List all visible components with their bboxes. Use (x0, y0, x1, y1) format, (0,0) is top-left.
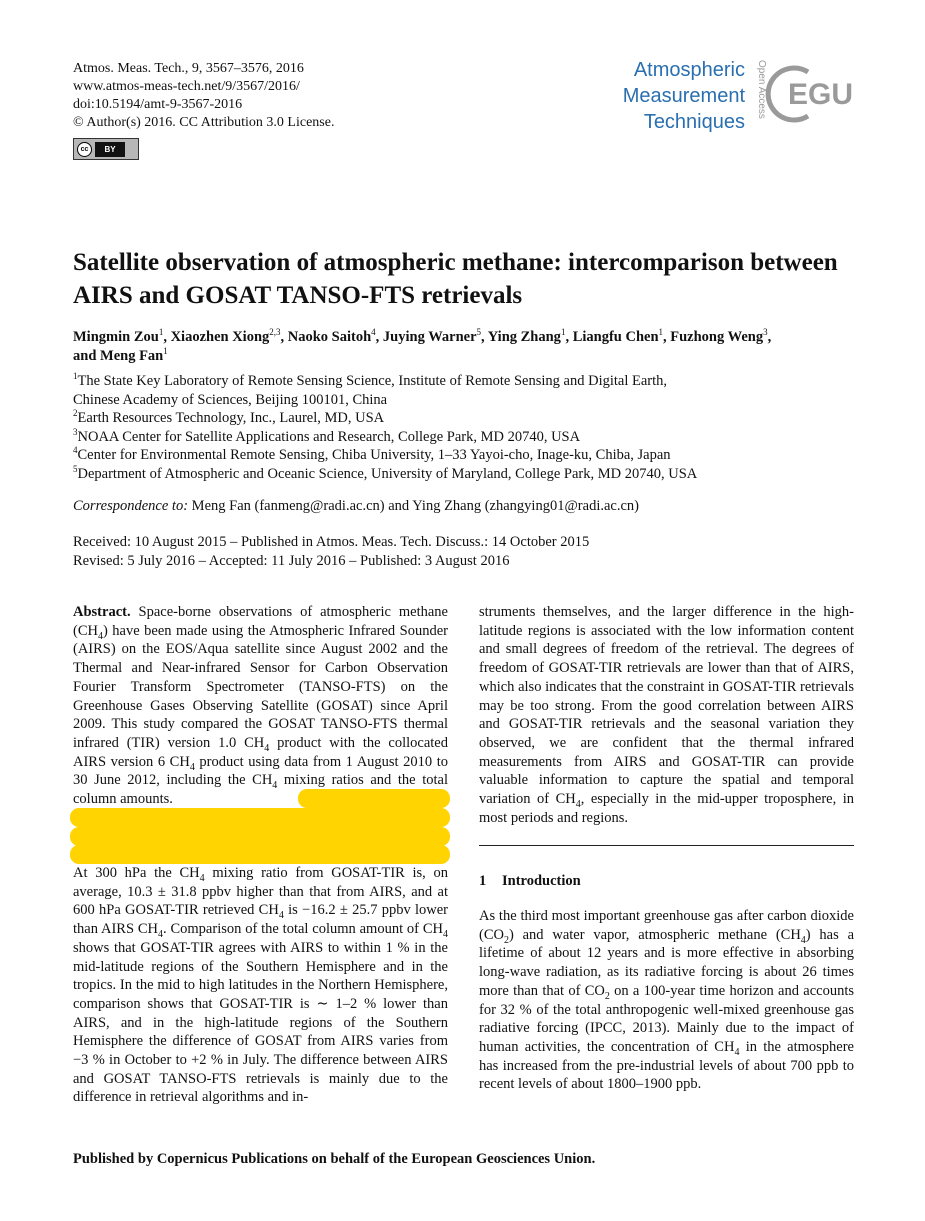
abstract-paragraph-1 (73, 603, 448, 809)
journal-name-line2: Measurement (622, 85, 745, 107)
section-title: Introduction (502, 873, 581, 889)
subscript: 2 (503, 934, 509, 946)
author-separator: , (163, 329, 171, 345)
author-name: Mingmin Zou (73, 329, 159, 345)
abstract-label: Abstract. (73, 604, 131, 620)
author-name: and Meng Fan (73, 348, 164, 364)
affiliation-number: 1 (73, 371, 78, 382)
abstract-text: struments themselves, and the larger difference in the high-latitude regions is associated with the low information content and small degrees of freedom of the retrieval. The degrees of freedom of GOSAT-TIR retrievals are lower than that of AIRS, which also indicates that the constraint in GOSAT-TIR retrievals may be too strong. From the good correlation between AIRS and GOSAT-TIR retrievals and the seasonal variation they observed, we are confident that the thermal infrared measurements from AIRS and GOSAT-TIR can provide valuable information to capture the spatial and temporal variation of CH (479, 604, 854, 808)
subscript: 4 (575, 798, 581, 810)
cc-badge-label: cc (80, 145, 89, 153)
author-separator: , (280, 329, 288, 345)
intro-text: ) has a lifetime of about 12 years and is more effective in absorbing long-wave radiation, as its radiative forcing is about 26 times more than that of CO (479, 926, 854, 999)
journal-url[interactable]: www.atmos-meas-tech.net/9/3567/2016/ (73, 79, 300, 94)
subscript: 4 (734, 1046, 740, 1058)
introduction-paragraph (479, 907, 854, 1094)
author-name: Liangfu Chen (572, 329, 659, 345)
author (171, 329, 288, 345)
affiliation (73, 446, 863, 465)
affiliation (73, 409, 863, 428)
author (383, 329, 488, 345)
author-list (73, 328, 863, 366)
affiliation-text: Chinese Academy of Sciences, Beijing 100101, China (73, 391, 388, 408)
open-access-text: Open Access (756, 60, 767, 119)
intro-text: on a 100-year time horizon and accounts for 32 % of the total anthropogenic well-mixed greenhouse gas radiative forcing (IPCC, 2013). Mainly due to the impact of human activities, the concentration of CH (479, 982, 854, 1055)
author (73, 348, 168, 364)
author-name: Naoko Saitoh (287, 329, 372, 345)
citation: Atmos. Meas. Tech., 9, 3567–3576, 2016 (73, 61, 304, 76)
publisher-footer: Published by Copernicus Publications on behalf of the European Geosciences Union. (73, 1151, 596, 1167)
affiliation (73, 372, 863, 391)
dates-revised: Revised: 5 July 2016 – Accepted: 11 July 2016 – Published: 3 August 2016 (73, 553, 510, 569)
affiliation-number: 5 (73, 464, 78, 475)
affiliation-number: 4 (73, 445, 78, 456)
publication-dates (73, 533, 589, 571)
affiliation-list (73, 372, 863, 484)
correspondence-label: Correspondence to: (73, 498, 189, 514)
section-number: 1 (479, 873, 487, 889)
author (488, 329, 573, 345)
subscript: 4 (264, 742, 270, 754)
author-name: Fuzhong Weng (670, 329, 764, 345)
section-divider (479, 845, 854, 846)
author-affiliation-number: 1 (560, 327, 566, 338)
author-name: Juying Warner (382, 329, 477, 345)
subscript: 4 (443, 929, 448, 940)
affiliation-text: Earth Resources Technology, Inc., Laurel, MD, USA (77, 410, 385, 427)
subscript: 4 (800, 934, 806, 946)
affiliation (73, 391, 863, 410)
paper-title: Satellite observation of atmospheric methane: intercomparison between AIRS and GOSAT TANSO-FTS retrievals (73, 249, 838, 309)
abstract-text: At 300 hPa the CH (73, 865, 200, 881)
author-separator: , (565, 329, 573, 345)
subscript: 4 (158, 929, 164, 940)
subscript: 4 (272, 780, 278, 792)
cc-license-badge[interactable] (73, 138, 139, 160)
author (288, 329, 383, 345)
intro-text: As the third most important greenhouse gas after carbon dioxide (CO (479, 908, 854, 943)
author-separator: , (663, 329, 671, 345)
journal-logo-text (623, 57, 745, 135)
author-affiliation-number: 5 (476, 327, 482, 338)
abstract-text: , especially in the mid-upper troposphere, in most periods and regions. (479, 791, 854, 826)
highlight-redaction (70, 845, 450, 864)
author-separator: , (767, 329, 772, 345)
abstract-text: shows that GOSAT-TIR agrees with AIRS to within 1 % in the mid-latitude regions of the Southern Hemisphere and in the tropics. In the mid to high latitudes in the Northern Hemisphere, comparison shows that GOSAT-TIR is ∼ 1–2 % lower than AIRS, and in the high-latitude regions of the Southern Hemisphere the difference of GOSAT from AIRS varies from −3 % in October to +2 % in July. The difference between AIRS and GOSAT TANSO-FTS retrievals is mainly due to the difference in retrieval algorithms and in- (73, 939, 448, 1106)
abstract-text: product using data from 1 August 2010 to 30 June 2012, including the CH (73, 753, 448, 789)
doi[interactable]: doi:10.5194/amt-9-3567-2016 (73, 97, 243, 112)
author-affiliation-number: 3 (763, 327, 768, 338)
affiliation-number: 3 (73, 426, 78, 437)
cc-by-icon (95, 142, 125, 157)
author (73, 329, 171, 345)
author-separator: , (481, 329, 488, 345)
abstract-paragraph-3 (479, 603, 854, 827)
abstract-text: ) have been made using the Atmospheric Infrared Sounder (AIRS) on the EOS/Aqua satellite since August 2002 and the Thermal and Near-infrared Sensor for Carbon Observation Fourier Transform Spectrometer (TANSO-FTS) on the Greenhouse Gases Observing Satellite (GOSAT) since April 2009. This study compared the GOSAT TANSO-FTS thermal infrared (TIR) version 1.0 CH (73, 622, 448, 751)
affiliation (73, 465, 863, 484)
abstract-text: . Comparison of the total column amount of CH (163, 921, 443, 938)
article-header-info (73, 60, 334, 132)
author-name: Xiaozhen Xiong (170, 329, 270, 345)
affiliation-number: 2 (73, 408, 78, 419)
dates-received: Received: 10 August 2015 – Published in Atmos. Meas. Tech. Discuss.: 14 October 2015 (73, 534, 590, 550)
subscript: 4 (199, 872, 205, 884)
affiliation (73, 428, 863, 447)
abstract-text: Space-borne observations of atmospheric methane (CH (73, 604, 448, 639)
subscript: 4 (97, 630, 103, 642)
subscript: 2 (604, 990, 610, 1002)
journal-name-line3: Techniques (643, 111, 745, 133)
author-affiliation-number: 1 (163, 346, 168, 357)
abstract-text: mixing ratio from GOSAT-TIR is, on average, 10.3 ± 31.8 ppbv higher than that from AIRS, and at 600 hPa GOSAT-TIR retrieved CH (73, 865, 448, 919)
egu-logo (768, 60, 856, 126)
author-separator: , (375, 329, 383, 345)
open-access-label (748, 58, 767, 130)
author-affiliation-number: 2,3 (269, 327, 281, 338)
abstract-text: mixing ratios and the total column amounts. (73, 772, 448, 808)
affiliation-text: Center for Environmental Remote Sensing, Chiba University, 1–33 Yayoi-cho, Inage-ku, Chiba, Japan (77, 447, 671, 464)
intro-text: ) and water vapor, atmospheric methane (CH (508, 926, 801, 943)
author-affiliation-number: 1 (658, 327, 664, 338)
subscript: 4 (189, 761, 195, 773)
cc-by-label: BY (104, 144, 116, 154)
author-affiliation-number: 4 (371, 327, 376, 338)
author (573, 329, 671, 345)
license-text: © Author(s) 2016. CC Attribution 3.0 License. (73, 115, 335, 130)
subscript: 4 (278, 910, 284, 922)
abstract-text: product with the collocated AIRS version 6 CH (73, 734, 448, 770)
highlight-redaction (298, 789, 450, 808)
journal-name-line1: Atmospheric (633, 59, 745, 81)
egu-text: EGU (788, 78, 854, 111)
affiliation-text: Department of Atmospheric and Oceanic Science, University of Maryland, College Park, MD 20740, USA (77, 465, 698, 482)
highlight-redaction (70, 808, 450, 827)
abstract-text: is −16.2 ± 25.7 ppbv lower than AIRS CH (73, 902, 449, 938)
author (670, 329, 771, 345)
correspondence-text: Meng Fan (fanmeng@radi.ac.cn) and Ying Zhang (zhangying01@radi.ac.cn) (188, 498, 639, 514)
correspondence (73, 498, 639, 515)
abstract-paragraph-2 (73, 864, 448, 1107)
author-affiliation-number: 1 (158, 327, 164, 338)
affiliation-text: The State Key Laboratory of Remote Sensing Science, Institute of Remote Sensing and Digital Earth, (77, 373, 668, 389)
author-name: Ying Zhang (487, 329, 561, 345)
section-heading-introduction (479, 873, 581, 890)
highlight-redaction (70, 827, 450, 846)
intro-text: in the atmosphere has increased from the pre-industrial levels of about 700 ppb to recent levels of about 1800–1900 ppb. (479, 1038, 854, 1093)
affiliation-text: NOAA Center for Satellite Applications and Research, College Park, MD 20740, USA (77, 428, 581, 445)
cc-icon (77, 142, 92, 157)
